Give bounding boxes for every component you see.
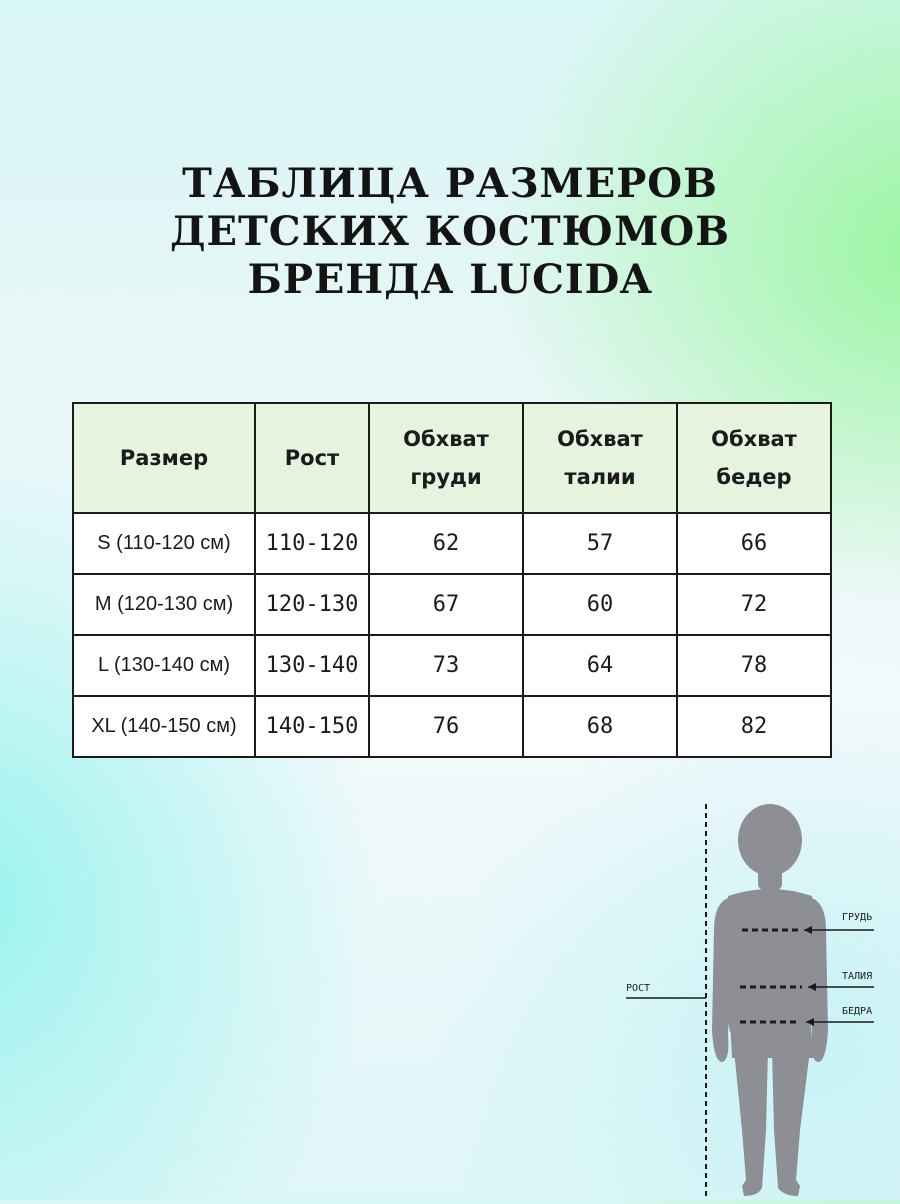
cell-height: 120-130: [255, 574, 369, 635]
cell-height: 140-150: [255, 696, 369, 757]
cell-chest: 67: [369, 574, 523, 635]
cell-size: S (110-120 см): [73, 513, 255, 574]
cell-height: 130-140: [255, 635, 369, 696]
cell-waist: 64: [523, 635, 677, 696]
header-height: Рост: [255, 403, 369, 513]
cell-size: XL (140-150 см): [73, 696, 255, 757]
table-row: [73, 635, 831, 696]
cell-chest: 62: [369, 513, 523, 574]
child-silhouette: [712, 804, 828, 1196]
waist-label: ТАЛИЯ: [842, 971, 873, 982]
cell-size: L (130-140 см): [73, 635, 255, 696]
cell-waist: 57: [523, 513, 677, 574]
measurement-diagram: [620, 800, 900, 1200]
table-row: [73, 696, 831, 757]
header-chest: Обхват груди: [369, 403, 523, 513]
cell-chest: 73: [369, 635, 523, 696]
cell-hips: 78: [677, 635, 831, 696]
cell-hips: 82: [677, 696, 831, 757]
header-waist: Обхват талии: [523, 403, 677, 513]
table-row: [73, 513, 831, 574]
header-hips: Обхват бедер: [677, 403, 831, 513]
cell-waist: 68: [523, 696, 677, 757]
height-label: РОСТ: [626, 983, 651, 994]
cell-height: 110-120: [255, 513, 369, 574]
header-size: Размер: [73, 403, 255, 513]
title-line-1: ТАБЛИЦА РАЗМЕРОВ: [182, 160, 718, 207]
size-table-header: [73, 403, 831, 513]
cell-hips: 66: [677, 513, 831, 574]
cell-waist: 60: [523, 574, 677, 635]
title-line-3: БРЕНДА LUCIDA: [247, 256, 653, 303]
title-line-2: ДЕТСКИХ КОСТЮМОВ: [169, 208, 731, 255]
cell-chest: 76: [369, 696, 523, 757]
cell-hips: 72: [677, 574, 831, 635]
page-title: [0, 160, 900, 304]
cell-size: M (120-130 см): [73, 574, 255, 635]
table-row: [73, 574, 831, 635]
size-table: [72, 402, 832, 758]
child-silhouette-icon: [620, 800, 900, 1200]
hips-label: БЕДРА: [842, 1006, 873, 1017]
chest-label: ГРУДЬ: [842, 912, 873, 923]
